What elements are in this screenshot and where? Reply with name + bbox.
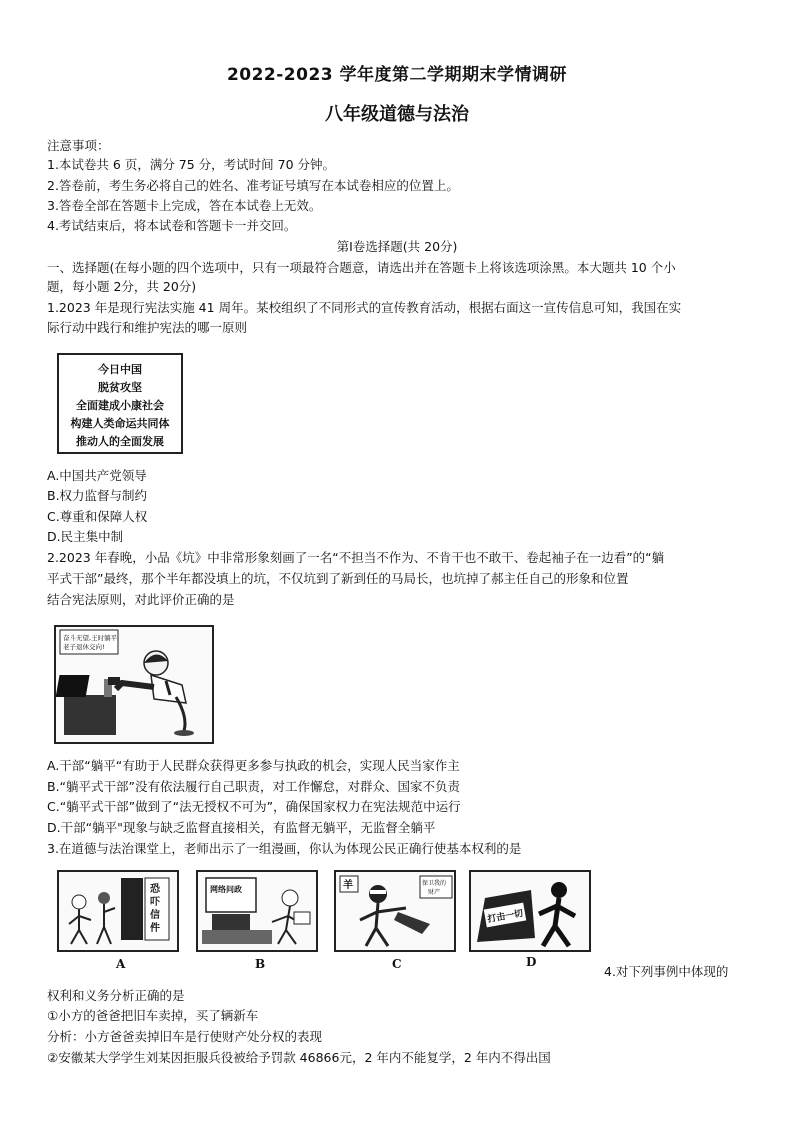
q2-stem-3: 结合宪法原则，对此评价正确的是 (47, 592, 235, 607)
speech-bubble-text: 老子退休交向! (63, 643, 105, 651)
q3-panel-a (57, 870, 179, 952)
panel-a-text: 吓 (150, 897, 160, 908)
q2-option-c: C.“躺平式干部”做到了“法无授权不可为”，确保国家权力在宪法规范中运行 (47, 799, 461, 814)
note-item-1: 1.本试卷共 6 页，满分 75 分，考试时间 70 分钟。 (47, 157, 336, 172)
panel-c-text: 保卫我的 (422, 880, 447, 887)
q2-option-b: B.“躺平式干部”没有依法履行自己职责，对工作懈怠，对群众、国家不负责 (47, 779, 461, 794)
poster-line: 全面建成小康社会 (76, 399, 164, 412)
speech-bubble-text: 奋斗无望,王时躺平, (63, 634, 120, 642)
panel-d-caption: D (526, 955, 537, 969)
panel-d-text: 打击一切 (486, 908, 524, 926)
crackdown-illustration (471, 872, 589, 950)
protect-property-illustration (336, 872, 454, 950)
q2-cartoon (54, 625, 214, 744)
note-item-3: 3.答卷全部在答题卡上完成，答在本试卷上无效。 (47, 198, 322, 213)
q4-item-2: ②安徽某大学学生刘某因拒服兵役被给予罚款 46866元，2 年内不能复学，2 年内不得出国 (47, 1050, 551, 1065)
q2-option-d: D.干部“躺平"现象与缺乏监督直接相关，有监督无躺平，无监督全躺平 (47, 820, 436, 835)
panel-c-caption: C (392, 957, 402, 971)
exam-subtitle: 八年级道德与法治 (325, 104, 469, 125)
q1-poster (57, 353, 183, 454)
q1-stem-2: 际行动中践行和维护宪法的哪一原则 (47, 320, 248, 335)
section-instruction-2: 题，每小题 2分，共 20分) (47, 279, 197, 294)
q4-item-1: ①小方的爸爸把旧车卖掉，买了辆新车 (47, 1008, 259, 1023)
q1-option-b: B.权力监督与制约 (47, 488, 148, 503)
panel-c-text: 财产 (428, 889, 441, 896)
section-instruction-1: 一、选择题(在每小题的四个选项中，只有一项最符合题意，请选出并在答题卡上将该选项涂黑。本大题共 10 个小 (47, 260, 676, 275)
q1-option-c: C.尊重和保障人权 (47, 509, 148, 524)
exam-title: 2022-2023 学年度第二学期期末学情调研 (226, 65, 568, 85)
panel-a-text: 件 (150, 923, 160, 934)
panel-a-text: 恐 (150, 884, 160, 895)
panel-a-caption: A (116, 957, 126, 971)
panel-b-caption: B (255, 957, 266, 971)
q4-stem-end: 权利和义务分析正确的是 (47, 988, 185, 1003)
poster-line: 今日中国 (98, 363, 142, 376)
q4-analysis-1: 分析：小方爸爸卖掉旧车是行使财产处分权的表现 (47, 1029, 323, 1044)
panel-a-text: 信 (150, 910, 160, 921)
panel-c-text: 羊 (343, 880, 353, 891)
threat-letter-illustration (59, 872, 177, 950)
note-item-2: 2.答卷前，考生务必将自己的姓名、准考证号填写在本试卷相应的位置上。 (47, 178, 459, 193)
q3-panel-b (196, 870, 318, 952)
poster-line: 脱贫攻坚 (98, 381, 142, 394)
q1-option-a: A.中国共产党领导 (47, 468, 147, 483)
panel-b-text: 网络问政 (210, 885, 242, 894)
q3-panel-d (469, 870, 591, 952)
q2-stem-1: 2.2023 年春晚，小品《坑》中非常形象刻画了一名“不担当不作为、不肯干也不敢干、卷起袖子在一边看”的“躺 (47, 550, 665, 565)
notes-heading: 注意事项： (47, 138, 110, 153)
online-petition-illustration (198, 872, 316, 950)
poster-line: 推动人的全面发展 (76, 435, 164, 448)
note-item-4: 4.考试结束后，将本试卷和答题卡一并交回。 (47, 218, 297, 233)
q1-option-d: D.民主集中制 (47, 529, 124, 544)
q1-stem-1: 1.2023 年是现行宪法实施 41 周年。某校组织了不同形式的宣传教育活动，根据右面这一宣传信息可知，我国在实 (47, 300, 682, 315)
q3-panel-c (334, 870, 456, 952)
lying-flat-official-illustration (56, 627, 212, 742)
q4-stem-start: 4.对下列事例中体现的 (604, 964, 729, 979)
q3-stem: 3.在道德与法治课堂上，老师出示了一组漫画，你认为体现公民正确行使基本权利的是 (47, 841, 522, 856)
section-title: 第Ⅰ卷选择题(共 20分) (336, 239, 458, 254)
q2-option-a: A.干部“躺平“有助于人民群众获得更多参与执政的机会，实现人民当家作主 (47, 758, 460, 773)
q2-stem-2: 平式干部”最终，那个半年都没填上的坑，不仅坑到了新到任的马局长，也坑掉了郝主任自己的形象和位置 (47, 571, 629, 586)
poster-line: 构建人类命运共同体 (70, 417, 170, 430)
